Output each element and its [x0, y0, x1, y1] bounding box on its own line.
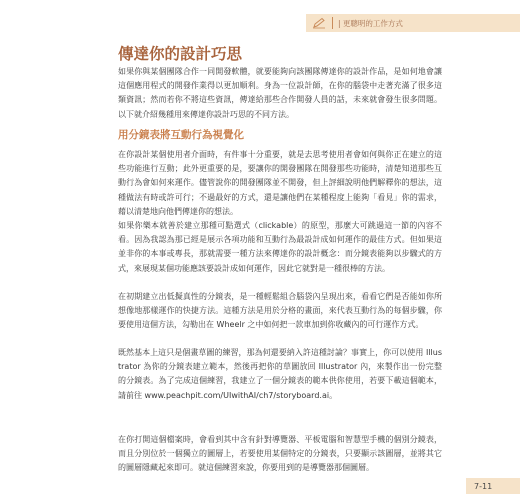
- header-text: | 更聰明的工作方式: [338, 18, 403, 28]
- body-paragraph: 如果你與某個團隊合作一同開發軟體，就要能夠向該團隊傳達你的設計作品，是如何地會讓這個應用程式的開發作業得以更加順利。身為一位設計師，在你的腦袋中走著充滿了很多這類資訊；然而若你不將這些資訊，傳達給那些合作開發人員的話，未來就會發生很多問題。以下就介紹幾種用來傳達你設計巧思的不同方法。: [118, 67, 442, 119]
- running-header: [306, 14, 520, 32]
- body-paragraph: 在初期建立出低擬真性的分鏡表，是一種輕鬆組合腦袋內呈現出來，看看它們是否能如你所想像地那樣運作的快捷方法。這種方法是用於分格的畫面，來代表互動行為的每個步驟，你要使用這個方法，勾勒出在 Wheelr 之中如何把一款車加到你收藏內的可行運作方式。: [118, 292, 442, 330]
- body-paragraph: 在你打開這個檔案時，會看到其中含有針對導覽器、平板電腦和智慧型手機的個別分鏡表，而且分別位於一個獨立的圖層上，若要使用某個特定的分鏡表，只要顯示該圖層，並將其它的圖層隱藏起來即可。就這個練習來說，你要用到的是導覽器那個圖層。: [118, 435, 442, 473]
- body-paragraph: 如果你樂本就善於建立那種可點選式（clickable）的原型，那麼大可跳過這一節的內容不看。因為我認為那已經是展示各項功能和互動行為最設計成如何運作的最佳方式。但如果這並非你的本事或專長，那就需要一種方法來傳達你的設計概念：而分鏡表能夠以步驟式的方式，來展現某個功能應該要設計成如何運作，因此它就對是一種很棒的方法。: [118, 221, 442, 273]
- body-paragraph: 在你設計某個使用者介面時，有件事十分重要，就是去思考使用者會如何與你正在建立的這些功能進行互動；此外更重要的是，要讓你的開發團隊在開發那些功能時，清楚知道那些互動行為會如何來運作。儘管說你的開發團隊並不開發，但上評細說明他們解釋你的想法，這種做法有時或許可行；不過最好的方式，還是讓他們在某種程度上能夠「看見」你的需求，藉以清楚地向他們傳達你的想法。: [118, 150, 442, 216]
- section-title: 傳達你的設計巧思: [118, 45, 243, 63]
- page-number: 7-11: [466, 478, 520, 494]
- subheading: 用分鏡表將互動行為視覺化: [118, 129, 244, 141]
- body-paragraph: 既然基本上這只是個畫草圖的練習，那為何還要納入許這種討論？事實上，你可以使用 Illustrator 為你的分鏡表建立範本，然後再把你的草圖放回 Illustrator 內，來製作出一份完整的分鏡表。為了完成這個練習，我建立了一個分鏡表的範本供你使用，若要下載這個範本，請前往 www.peachpit.com/UIwithAI/ch7/storyboard.ai。: [118, 348, 442, 400]
- header-divider: [332, 17, 333, 29]
- pencil-icon: [306, 14, 332, 32]
